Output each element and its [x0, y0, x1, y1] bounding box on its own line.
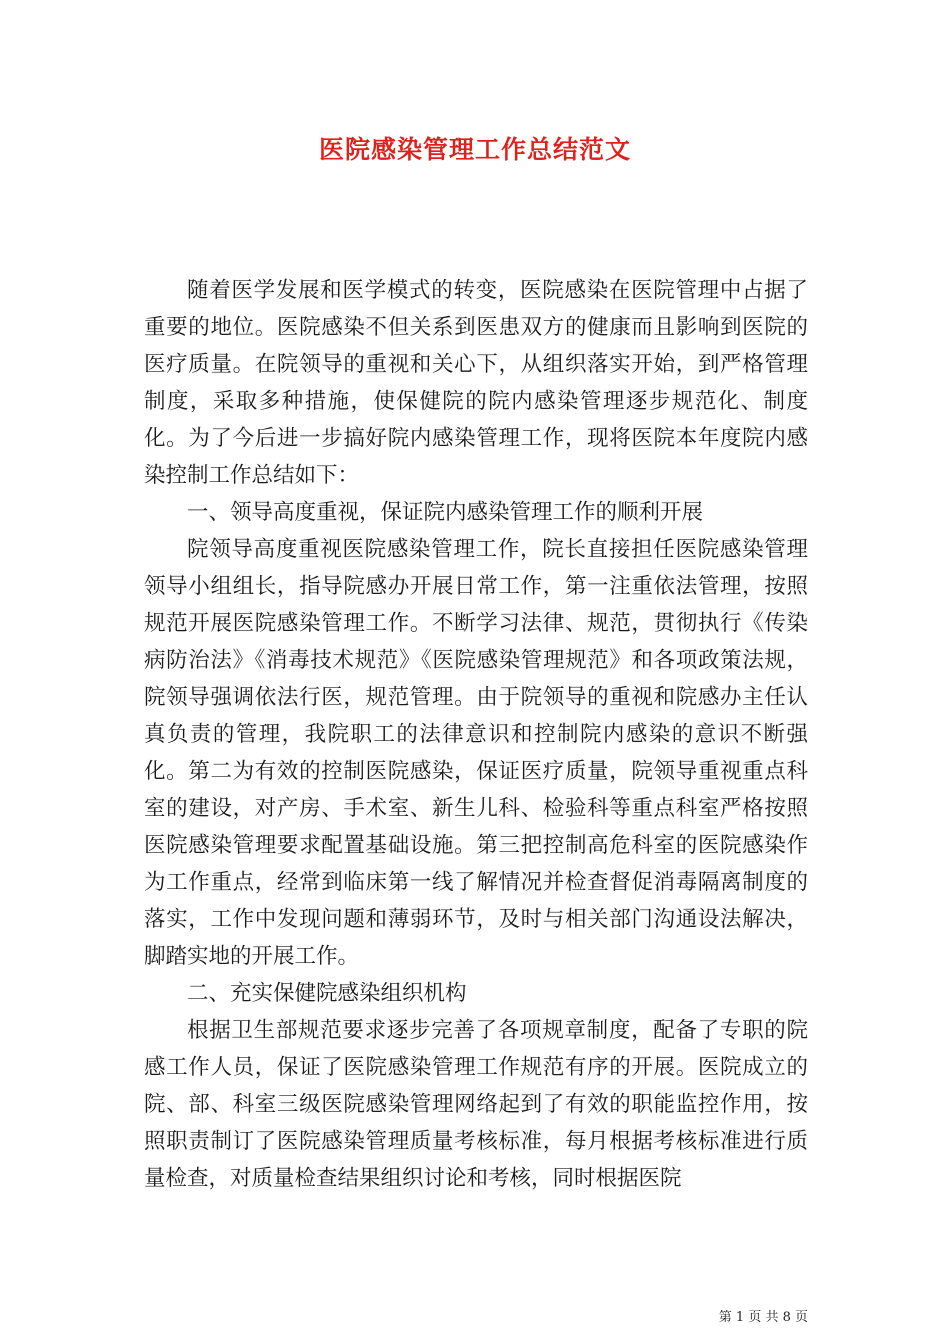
document-title: 医院感染管理工作总结范文	[318, 135, 631, 164]
section-heading-1: 一、领导高度重视，保证院内感染管理工作的顺利开展	[187, 500, 704, 525]
page-number: 第 1 页 共 8 页	[718, 1310, 808, 1325]
section-heading-2: 二、充实保健院感染组织机构	[187, 981, 467, 1006]
paragraph-section-1: 院领导高度重视医院感染管理工作，院长直接担任医院感染管理领导小组组长，指导院感办开展日常工作，第一注重依法管理，按照规范开展医院感染管理工作。不断学习法律、规范，贯彻执行《传染病防治法》《消毒技术规范》《医院感染管理规范》和各项政策法规，院领导强调依法行医，规范管理。由于院领导的重视和院感办主任认真负责的管理，我院职工的法律意识和控制院内感染的意识不断强化。第二为有效的控制医院感染，保证医疗质量，院领导重视重点科室的建设，对产房、手术室、新生儿科、检验科等重点科室严格按照医院感染管理要求配置基础设施。第三把控制高危科室的医院感染作为工作重点，经常到临床第一线了解情况并检查督促消毒隔离制度的落实，工作中发现问题和薄弱环节，及时与相关部门沟通设法解决，脚踏实地的开展工作。	[144, 537, 808, 969]
paragraph-section-2: 根据卫生部规范要求逐步完善了各项规章制度，配备了专职的院感工作人员，保证了医院感染管理工作规范有序的开展。医院成立的院、部、科室三级医院感染管理网络起到了有效的职能监控作用，按照职责制订了医院感染管理质量考核标准，每月根据考核标准进行质量检查，对质量检查结果组织讨论和考核，同时根据医院	[144, 1018, 808, 1191]
document-body	[144, 272, 808, 1197]
paragraph-intro: 随着医学发展和医学模式的转变，医院感染在医院管理中占据了重要的地位。医院感染不但关系到医患双方的健康而且影响到医院的医疗质量。在院领导的重视和关心下，从组织落实开始，到严格管理制度，采取多种措施，使保健院的院内感染管理逐步规范化、制度化。为了今后进一步搞好院内感染管理工作，现将医院本年度院内感染控制工作总结如下：	[144, 278, 808, 488]
